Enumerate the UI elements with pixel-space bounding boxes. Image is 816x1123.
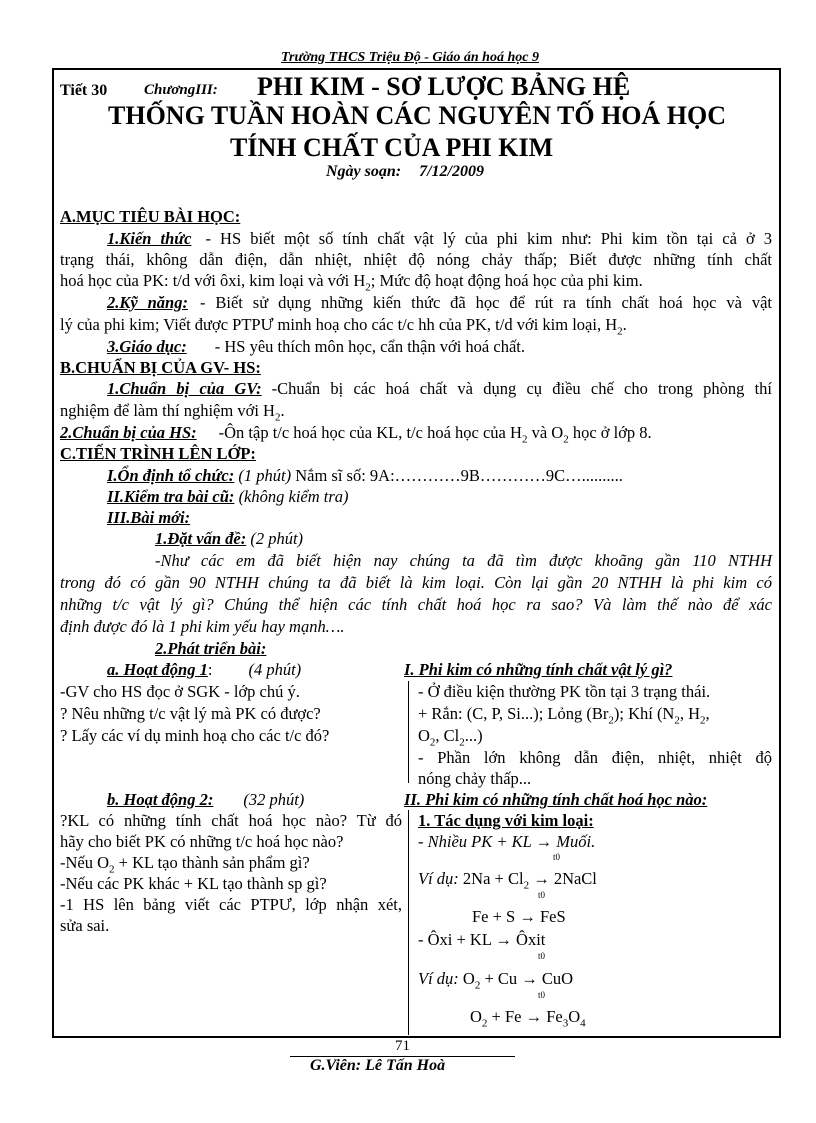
- act2-left-6: sửa sai.: [60, 916, 110, 935]
- kynang-label: 2.Kỹ năng:: [107, 293, 188, 312]
- act1-right-2: + Rắn: (C, P, Si...); Lỏng $(Br_2)$; Khí ($N_2$, $H_2$,: [418, 704, 710, 727]
- kienthuc-line-3: hoá học của PK: t/d với ôxi, kim loại và với $H_2$; Mức độ hoạt động hoá học của phi kim.: [60, 271, 643, 294]
- column-divider-1: [408, 681, 409, 783]
- datvande-line-4: định được đó là 1 phi kim yếu hay mạnh….: [60, 617, 345, 636]
- hs-label: 2.Chuẩn bị của HS:: [60, 423, 197, 442]
- temp-mark-1: t0: [553, 852, 561, 862]
- temp-mark-2: t0: [538, 890, 546, 900]
- act1-right-3: $O_2$, $Cl_2$...): [418, 726, 483, 749]
- section-c-ii: II.Kiểm tra bài cũ: (không kiểm tra): [107, 487, 349, 506]
- datvande-line-3: những t/c vật lý gì? Chúng thể hiện các tính chất hoá học ra sao? Và làm thế nào để xác: [60, 595, 772, 614]
- act1-right-4: - Phần lớn không dẫn điện, nhiệt, nhiệt độ: [418, 748, 772, 767]
- gv-label: 1.Chuẩn bị của GV:: [107, 379, 262, 398]
- activity-2-heading: b. Hoạt động 2: (32 phút): [107, 790, 305, 809]
- date-label: Ngày soạn:: [326, 163, 402, 180]
- act2-left-4: -Nếu các PK khác + KL tạo thành sp gì?: [60, 874, 327, 893]
- act1-right-1: - Ở điều kiện thường PK tồn tại 3 trạng thái.: [418, 682, 711, 701]
- page-header: Trường THCS Triệu Độ - Giáo án hoá học 9: [281, 50, 539, 65]
- title-line-3: TÍNH CHẤT CỦA PHI KIM: [230, 133, 554, 162]
- gv-line-2: nghiệm để làm thí nghiệm với $H_2$.: [60, 401, 285, 424]
- phattrien-heading: 2.Phát triển bài:: [155, 639, 267, 658]
- activity-1-right-heading: I. Phi kim có những tính chất vật lý gì?: [404, 660, 673, 679]
- act2-left-1: ?KL có những tính chất hoá học nào? Từ đó: [60, 811, 402, 830]
- activity-1-heading: a. Hoạt động 1: (4 phút): [107, 660, 302, 679]
- rule-oxi-kl: - Ôxi + KL → Ôxit: [418, 930, 546, 949]
- section-c-heading: C.TIẾN TRÌNH LÊN LỚP:: [60, 444, 256, 463]
- hs-line: 2.Chuẩn bị của HS: -Ôn tập t/c hoá học của KL, t/c hoá học của $H_2$ và $O_2$ học ở lớp 8.: [60, 423, 652, 446]
- kynang-line-1: 2.Kỹ năng: - Biết sử dụng những kiến thức đã học để rút ra tính chất hoá học và vật: [107, 293, 772, 312]
- example-1: Ví dụ: $2Na + Cl_2$ → 2NaCl: [418, 869, 597, 892]
- act1-right-5: nóng chảy thấp...: [418, 769, 532, 788]
- gv-line-1: 1.Chuẩn bị của GV: -Chuẩn bị các hoá chất và dụng cụ điều chế cho trong phòng thí: [107, 379, 772, 398]
- example-3: Ví dụ: $O_2 + Cu$ → CuO: [418, 969, 574, 992]
- prepared-date: [326, 163, 484, 181]
- rule-pk-kl: - Nhiều PK + KL → Muối.: [418, 832, 596, 851]
- act2-left-5: -1 HS lên bảng viết các PTPƯ, lớp nhận xét,: [60, 895, 402, 914]
- section-b-heading: B.CHUẨN BỊ CỦA GV- HS:: [60, 358, 261, 377]
- activity-2-right-heading: II. Phi kim có những tính chất hoá học nào:: [404, 790, 708, 809]
- datvande-line-1: -Như các em đã biết hiện nay chúng ta đã tìm được khoãng gần 110 NTHH: [155, 551, 772, 570]
- subheading-kim-loai: 1. Tác dụng với kim loại:: [418, 811, 594, 830]
- giaoduc-line: 3.Giáo dục: - HS yêu thích môn học, cẩn thận với hoá chất.: [107, 337, 525, 356]
- title-line-2: THỐNG TUẦN HOÀN CÁC NGUYÊN TỐ HOÁ HỌC: [108, 101, 727, 130]
- datvande-heading: 1.Đặt vấn đề: (2 phút): [155, 529, 304, 548]
- page-number: 71: [395, 1038, 410, 1054]
- date-value: 7/12/2009: [419, 163, 484, 180]
- act2-left-3: -Nếu $O_2$ + KL tạo thành sản phẩm gì?: [60, 853, 310, 876]
- giaoduc-label: 3.Giáo dục:: [107, 337, 187, 356]
- act1-left-3: ? Lấy các ví dụ minh hoạ cho các t/c đó?: [60, 726, 330, 745]
- kienthuc-line-2: trạng thái, không dẫn điện, dẫn nhiệt, nhiệt độ nóng chảy thấp; Biết được những tính chất: [60, 250, 772, 269]
- section-c-i: I.Ổn định tổ chức: (1 phút) Nắm sĩ số: 9A:…………9B…………9C…..........: [107, 466, 623, 485]
- datvande-line-2: trong đó có gần 90 NTHH chúng ta đã biết là kim loại. Còn lại gần 20 NTHH là phi kim có: [60, 573, 772, 592]
- act1-left-2: ? Nêu những t/c vật lý mà PK có được?: [60, 704, 321, 723]
- section-c-iii: III.Bài mới:: [107, 508, 191, 527]
- example-2: Fe + S → FeS: [472, 907, 566, 926]
- act2-left-2: hãy cho biết PK có những t/c hoá học nào?: [60, 832, 344, 851]
- kienthuc-line-1: 1.Kiến thức - HS biết một số tính chất vật lý của phi kim như: Phi kim tồn tại cả ở 3: [107, 229, 772, 248]
- kynang-line-2: lý của phi kim; Viết được PTPƯ minh hoạ cho các t/c hh của PK, t/d với kim loại, $H_2$.: [60, 315, 627, 338]
- kienthuc-label: 1.Kiến thức: [107, 229, 192, 248]
- example-4: $O_2 + Fe \to Fe_3O_4$: [470, 1007, 586, 1030]
- column-divider-2: [408, 810, 409, 1035]
- temp-mark-4: t0: [538, 990, 546, 1000]
- temp-mark-3: t0: [538, 951, 546, 961]
- title-line-1: PHI KIM - SƠ LƯỢC BẢNG HỆ: [257, 72, 631, 101]
- section-a-heading: A.MỤC TIÊU BÀI HỌC:: [60, 207, 241, 226]
- teacher-name: G.Viên: Lê Tấn Hoà: [310, 1057, 446, 1074]
- lesson-number: Tiết 30: [60, 82, 108, 99]
- chapter-label: ChươngIII:: [144, 82, 218, 98]
- act1-left-1: -GV cho HS đọc ở SGK - lớp chú ý.: [60, 682, 300, 701]
